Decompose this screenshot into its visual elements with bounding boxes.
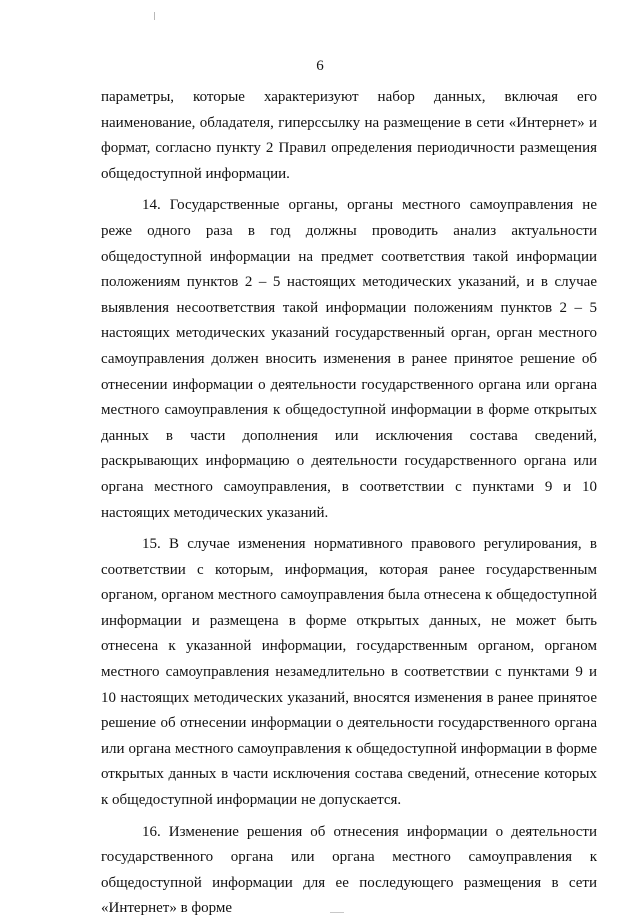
document-body [101, 85, 597, 922]
paragraph-14: 14. Государственные органы, органы местного самоуправления не реже одного раза в год должны проводить анализ актуальности общедоступной информации на предмет соответствия такой информации положениям пунктов 2 – 5 настоящих методических указаний, и в случае выявления несоответствия такой информации положениям пунктов 2 – 5 настоящих методических указаний государственный орган, орган местного самоуправления должен вносить изменения в ранее принятое решение об отнесении информации о деятельности государственного органа или органа местного самоуправления к общедоступной информации в форме открытых данных в части дополнения или исключения состава сведений, раскрывающих информацию о деятельности государственного органа или органа местного самоуправления, в соответствии с пунктами 9 и 10 настоящих методических указаний. [101, 197, 597, 521]
paragraph-16: 16. Изменение решения об отнесения информации о деятельности государственного органа или органа местного самоуправления к общедоступной информации для ее последующего размещения в сети «Интернет» в форме [101, 823, 597, 917]
paragraph-15: 15. В случае изменения нормативного правового регулирования, в соответствии с которым, информация, которая ранее государственным органом, органом местного самоуправления была отнесена к общедоступной информации и размещена в форме открытых данных, не может быть отнесена к указанной информации, государственным органом, органом местного самоуправления незамедлительно в соответствии с пунктами 9 и 10 настоящих методических указаний, вносятся изменения в ранее принятое решение об отнесении информации о деятельности государственного органа или органа местного самоуправления к общедоступной информации в форме открытых данных в части исключения состава сведений, отнесение которых к общедоступной информации не допускается. [101, 536, 597, 809]
scan-bottom-mark [330, 912, 344, 913]
page-number: 6 [316, 58, 324, 74]
paragraph-continuation: параметры, которые характеризуют набор данных, включая его наименование, обладателя, гиперссылку на размещение в сети «Интернет» и формат, согласно пункту 2 Правил определения периодичности размещения общедоступной информации. [101, 89, 597, 182]
scan-edge-mark [154, 12, 155, 20]
